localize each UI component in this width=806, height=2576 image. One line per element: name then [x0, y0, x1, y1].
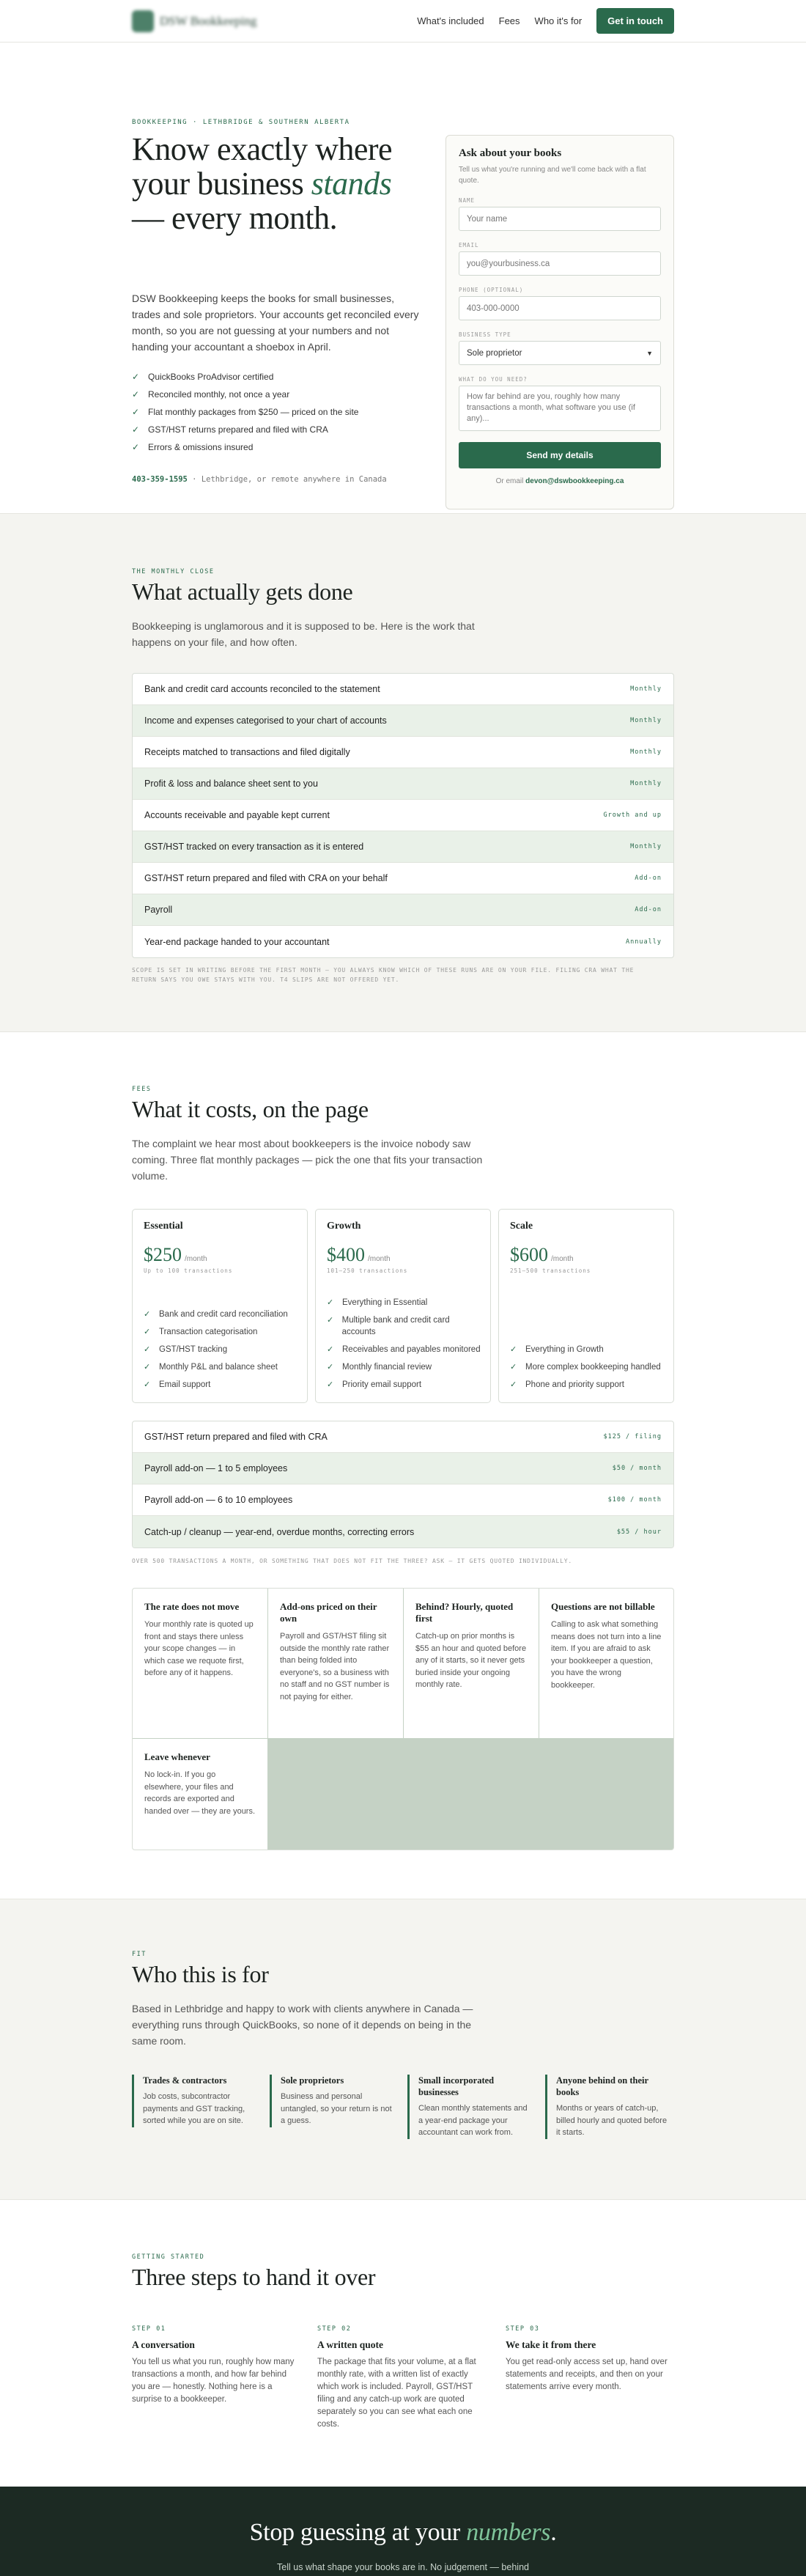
business-type-value: Sole proprietor: [467, 348, 522, 358]
table-row: [133, 800, 673, 831]
table-row: [133, 926, 673, 957]
frequency-tag: Monthly: [630, 780, 662, 787]
feature-label: Everything in Growth: [525, 1345, 604, 1354]
frequency-tag: Annually: [626, 938, 662, 946]
form-title: Ask about your books: [459, 147, 562, 159]
feature-label: Monthly P&L and balance sheet: [159, 1363, 278, 1372]
pricing-principles-grid: [132, 1588, 674, 1850]
business-type-label: BUSINESS TYPE: [459, 331, 511, 338]
price-period: /month: [551, 1255, 574, 1263]
fees-title: What it costs, on the page: [132, 1096, 369, 1122]
principle-card: [268, 1589, 403, 1738]
addon-price: $125 / filing: [603, 1433, 662, 1440]
plan-volume: Up to 100 transactions: [144, 1267, 233, 1274]
task-label: Accounts receivable and payable kept current: [144, 810, 330, 820]
plan-card-scale: [498, 1209, 674, 1403]
cta-title-end: .: [550, 2519, 557, 2546]
hero-title-end: — every month.: [132, 200, 338, 236]
task-label: Income and expenses categorised to your chart of accounts: [144, 715, 387, 726]
price-amount: $600: [510, 1244, 548, 1265]
feature-label: More complex bookkeeping handled: [525, 1363, 661, 1372]
feature-label: Bank and credit card reconciliation: [159, 1310, 288, 1319]
hero-checklist: [132, 368, 358, 456]
principle-title: Behind? Hourly, quoted first: [415, 1601, 514, 1624]
cta-subtitle: Tell us what shape your books are in. No judgement — behind: [277, 2562, 529, 2572]
list-item: [327, 1344, 481, 1355]
check-label: Errors & omissions insured: [148, 442, 254, 452]
task-label: Profit & loss and balance sheet sent to you: [144, 779, 318, 789]
check-icon: ✓: [132, 407, 140, 417]
list-item: [510, 1379, 665, 1391]
plan-card-essential: [132, 1209, 308, 1403]
brand-logo[interactable]: [132, 10, 256, 32]
email-link[interactable]: devon@dswbookkeeping.ca: [525, 477, 624, 485]
step-title: A conversation: [132, 2339, 195, 2350]
task-label: Payroll: [144, 905, 173, 915]
fit-card: [270, 2075, 396, 2127]
feature-label: Phone and priority support: [525, 1380, 624, 1389]
fit-card: [132, 2075, 258, 2127]
check-label: GST/HST returns prepared and filed with CRA: [148, 424, 328, 435]
step-card: [317, 2325, 482, 2431]
fit-title: Trades & contractors: [143, 2075, 227, 2086]
frequency-tag: Monthly: [630, 685, 662, 693]
feature-label: Everything in Essential: [342, 1298, 428, 1307]
email-field[interactable]: you@yourbusiness.ca: [459, 251, 661, 276]
task-label: Year-end package handed to your accountant: [144, 936, 330, 947]
hero-contact-line: [132, 475, 387, 484]
principle-body: Catch-up on prior months is $55 an hour and quoted before any of it starts, so it never gets buried inside your ongoing monthly rate.: [415, 1632, 527, 1689]
price-period: /month: [185, 1255, 207, 1263]
principle-card: [133, 1739, 267, 1850]
fit-card: [407, 2075, 533, 2139]
addons-note: OVER 500 TRANSACTIONS A MONTH, OR SOMETHING THAT DOES NOT FIT THE THREE? ASK — IT GETS QUOTED INDIVIDUALLY.: [132, 1558, 572, 1564]
fit-body: Months or years of catch-up, billed hourly and quoted before it starts.: [556, 2104, 668, 2137]
fees-lead: The complaint we hear most about bookkeepers is the invoice nobody saw coming. Three flat monthly packages — pick the one that fits your transaction volume.: [132, 1138, 483, 1182]
email-label: EMAIL: [459, 242, 479, 249]
plan-features: [510, 1338, 665, 1391]
fit-title: Anyone behind on their books: [556, 2075, 648, 2097]
plan-price: [144, 1244, 296, 1266]
check-label: QuickBooks ProAdvisor certified: [148, 372, 274, 382]
brand-name: DSW Bookkeeping: [160, 13, 257, 28]
principle-title: Questions are not billable: [551, 1601, 655, 1612]
check-icon: ✓: [327, 1316, 334, 1325]
task-label: Receipts matched to transactions and filed digitally: [144, 747, 350, 757]
frequency-tag: Monthly: [630, 717, 662, 724]
check-icon: ✓: [510, 1380, 517, 1389]
check-label: Reconciled monthly, not once a year: [148, 389, 290, 400]
list-item: [132, 421, 358, 438]
step-body: You tell us what you run, roughly how many transactions a month, and how far behind you are — honestly. Nothing here is a surprise to a bookkeeper.: [132, 2358, 295, 2404]
list-item: [510, 1361, 665, 1373]
plan-features: [327, 1291, 481, 1391]
check-icon: ✓: [144, 1345, 151, 1354]
monthly-close-table: [132, 673, 674, 958]
plan-name: Growth: [327, 1221, 361, 1232]
logo-mark-icon: [132, 10, 154, 32]
plan-volume: 251–500 transactions: [510, 1267, 591, 1274]
list-item: [132, 438, 358, 456]
cta-title-emphasis: numbers: [466, 2519, 551, 2546]
step-number: STEP 02: [317, 2325, 352, 2333]
footer-cta: [0, 2487, 806, 2576]
step-body: The package that fits your volume, at a flat monthly rate, with a written list of exactly which work is included. Payroll, GST/HST filing and any catch-up work are quoted separately so you can see what each one costs.: [317, 2358, 476, 2429]
table-row: [133, 894, 673, 926]
list-item: [144, 1326, 298, 1338]
principle-body: Your monthly rate is quoted up front and stays there unless your scope changes — in which case we requote first, before any of it happens.: [144, 1620, 254, 1677]
price-period: /month: [368, 1255, 391, 1263]
hero-eyebrow: BOOKKEEPING · LETHBRIDGE & SOUTHERN ALBERTA: [132, 119, 350, 126]
task-label: GST/HST return prepared and filed with CRA on your behalf: [144, 873, 388, 883]
cta-title: [0, 2519, 806, 2547]
fit-section: [0, 1899, 806, 2200]
addon-label: Payroll add-on — 6 to 10 employees: [144, 1495, 293, 1505]
principle-card: [404, 1589, 539, 1738]
plan-name: Essential: [144, 1221, 183, 1232]
principle-body: No lock-in. If you go elsewhere, your files and records are exported and handed over — they are yours.: [144, 1770, 256, 1816]
list-item: [327, 1379, 481, 1391]
fees-eyebrow: FEES: [132, 1086, 152, 1093]
principle-title: The rate does not move: [144, 1601, 240, 1612]
addon-label: GST/HST return prepared and filed with CRA: [144, 1432, 328, 1442]
main-nav: [417, 8, 674, 34]
needs-label: WHAT DO YOU NEED?: [459, 376, 528, 383]
close-footnote: SCOPE IS SET IN WRITING BEFORE THE FIRST MONTH — YOU ALWAYS KNOW WHICH OF THESE RUNS ARE ON YOUR FILE. FILING CRA WHAT THE RETURN SAYS YOU OWE STAYS WITH YOU. T4 SLIPS ARE NOT OFFERED YET.: [132, 967, 635, 983]
plan-price: [510, 1244, 662, 1266]
plan-features: [144, 1303, 298, 1391]
principle-body: Calling to ask what something means does not turn into a line item. If you are afraid to ask your bookkeeper a question, you have the wrong bookkeeper.: [551, 1620, 662, 1690]
needs-textarea[interactable]: How far behind are you, roughly how many transactions a month, what software you use (if any)...: [459, 386, 661, 431]
close-eyebrow: THE MONTHLY CLOSE: [132, 568, 215, 575]
step-number: STEP 03: [506, 2325, 540, 2333]
list-item: [144, 1309, 298, 1320]
principle-title: Leave whenever: [144, 1751, 210, 1762]
check-icon: ✓: [144, 1328, 151, 1336]
location-text: · Lethbridge, or remote anywhere in Canada: [187, 475, 387, 484]
list-item: [132, 403, 358, 421]
check-icon: ✓: [132, 424, 140, 435]
check-icon: ✓: [132, 372, 140, 382]
addon-label: Payroll add-on — 1 to 5 employees: [144, 1463, 288, 1473]
hero-title-start: Know exactly where your business: [132, 131, 393, 202]
fit-card: [545, 2075, 671, 2139]
table-row: [133, 1453, 673, 1484]
check-icon: ✓: [327, 1380, 334, 1389]
fit-body: Clean monthly statements and a year-end package your accountant can work from.: [418, 2104, 528, 2137]
name-label: NAME: [459, 197, 476, 204]
list-item: [327, 1314, 481, 1338]
table-row: [133, 674, 673, 705]
fit-eyebrow: FIT: [132, 1951, 147, 1958]
phone-link[interactable]: 403-359-1595: [132, 475, 188, 484]
principle-body: Payroll and GST/HST filing sit outside the monthly rate rather than being folded into everyone's, so a business with no staff and no GST number is not paying for either.: [280, 1632, 390, 1701]
feature-label: GST/HST tracking: [159, 1345, 228, 1354]
nav-link-whats-included[interactable]: What's included: [417, 15, 484, 26]
table-row: [133, 705, 673, 737]
step-number: STEP 01: [132, 2325, 166, 2333]
check-icon: ✓: [327, 1363, 334, 1372]
check-icon: ✓: [132, 442, 140, 452]
feature-label: Multiple bank and credit card accounts: [341, 1316, 450, 1336]
cta-title-start: Stop guessing at your: [249, 2519, 467, 2546]
feature-label: Monthly financial review: [342, 1363, 432, 1372]
list-item: [327, 1361, 481, 1373]
form-email-line: [459, 477, 661, 485]
nav-link-fees[interactable]: Fees: [498, 15, 520, 26]
plan-name: Scale: [510, 1221, 533, 1232]
check-icon: ✓: [144, 1363, 151, 1372]
frequency-tag: Growth and up: [603, 812, 662, 819]
table-row: [133, 863, 673, 894]
email-prefix: Or email: [495, 477, 526, 485]
check-icon: ✓: [510, 1345, 517, 1354]
principle-title: Add-ons priced on their own: [280, 1601, 377, 1624]
table-row: [133, 831, 673, 863]
phone-field[interactable]: 403-000-0000: [459, 296, 661, 320]
step-title: A written quote: [317, 2339, 383, 2350]
frequency-tag: Monthly: [630, 748, 662, 756]
fit-title: Small incorporated businesses: [418, 2075, 495, 2097]
check-icon: ✓: [327, 1345, 334, 1354]
plan-volume: 101–250 transactions: [327, 1267, 408, 1274]
table-row: [133, 1484, 673, 1516]
top-nav-bar: [0, 0, 806, 43]
hero-lead: DSW Bookkeeping keeps the books for small businesses, trades and sole proprietors. Your accounts get reconciled every month, so you are not guessing at your numbers and not handing your accountant a shoebox in April.: [132, 292, 419, 353]
fit-lead: Based in Lethbridge and happy to work with clients anywhere in Canada — everything runs through QuickBooks, so none of it depends on being in the same room.: [132, 2003, 473, 2047]
hero-title-emphasis: stands: [311, 166, 392, 202]
fit-body: Job costs, subcontractor payments and GST tracking, sorted while you are on site.: [143, 2092, 245, 2125]
hero-section: [0, 43, 806, 514]
table-row: [133, 768, 673, 800]
addon-price: $55 / hour: [616, 1528, 662, 1536]
step-card: [132, 2325, 297, 2406]
principle-card: [539, 1589, 674, 1738]
feature-label: Receivables and payables monitored: [342, 1345, 481, 1354]
addon-label: Catch-up / cleanup — year-end, overdue months, correcting errors: [144, 1526, 415, 1537]
plan-card-growth: [315, 1209, 491, 1403]
feature-label: Email support: [159, 1380, 211, 1389]
hero-title: [132, 132, 425, 235]
chevron-down-icon: ▼: [646, 349, 653, 357]
check-icon: ✓: [144, 1380, 151, 1389]
check-icon: ✓: [327, 1298, 334, 1307]
feature-label: Transaction categorisation: [159, 1328, 258, 1336]
price-amount: $250: [144, 1244, 182, 1265]
get-in-touch-button[interactable]: Get in touch: [596, 8, 674, 34]
check-label: Flat monthly packages from $250 — priced on the site: [148, 407, 359, 417]
list-item: [510, 1344, 665, 1355]
feature-label: Priority email support: [342, 1380, 422, 1389]
list-item: [327, 1297, 481, 1309]
list-item: [144, 1361, 298, 1373]
step-title: We take it from there: [506, 2339, 596, 2350]
table-row: [133, 1421, 673, 1453]
addons-table: [132, 1421, 674, 1548]
frequency-tag: Monthly: [630, 843, 662, 850]
task-label: Bank and credit card accounts reconciled to the statement: [144, 684, 380, 694]
task-label: GST/HST tracked on every transaction as it is entered: [144, 842, 364, 852]
steps-eyebrow: GETTING STARTED: [132, 2253, 205, 2261]
list-item: [144, 1344, 298, 1355]
list-item: [132, 386, 358, 403]
send-details-button[interactable]: Send my details: [459, 442, 661, 468]
phone-label: PHONE (OPTIONAL): [459, 287, 524, 293]
close-lead: Bookkeeping is unglamorous and it is supposed to be. Here is the work that happens on your file, and how often.: [132, 620, 475, 648]
close-title: What actually gets done: [132, 578, 353, 605]
principle-card: [133, 1589, 267, 1738]
table-row: [133, 737, 673, 768]
price-amount: $400: [327, 1244, 365, 1265]
fit-title: Sole proprietors: [281, 2075, 344, 2086]
contact-form: [445, 135, 674, 509]
check-icon: ✓: [144, 1310, 151, 1319]
check-icon: ✓: [510, 1363, 517, 1372]
frequency-tag: Add-on: [635, 875, 662, 882]
business-type-select[interactable]: [459, 341, 661, 365]
plan-price: [327, 1244, 479, 1266]
addon-price: $100 / month: [607, 1496, 662, 1504]
addon-price: $50 / month: [612, 1465, 662, 1472]
list-item: [144, 1379, 298, 1391]
frequency-tag: Add-on: [635, 906, 662, 913]
name-field[interactable]: Your name: [459, 207, 661, 231]
check-icon: ✓: [132, 389, 140, 400]
steps-title: Three steps to hand it over: [132, 2264, 376, 2290]
fit-title: Who this is for: [132, 1961, 269, 1987]
step-card: [506, 2325, 670, 2393]
nav-link-who-its-for[interactable]: Who it's for: [534, 15, 583, 26]
step-body: You get read-only access set up, hand over statements and receipts, and then on your statements arrive every month.: [506, 2358, 668, 2391]
table-row: [133, 1516, 673, 1548]
list-item: [132, 368, 358, 386]
fit-body: Business and personal untangled, so your return is not a guess.: [281, 2092, 392, 2125]
form-subtitle: Tell us what you're running and we'll come back with a flat quote.: [459, 166, 646, 185]
